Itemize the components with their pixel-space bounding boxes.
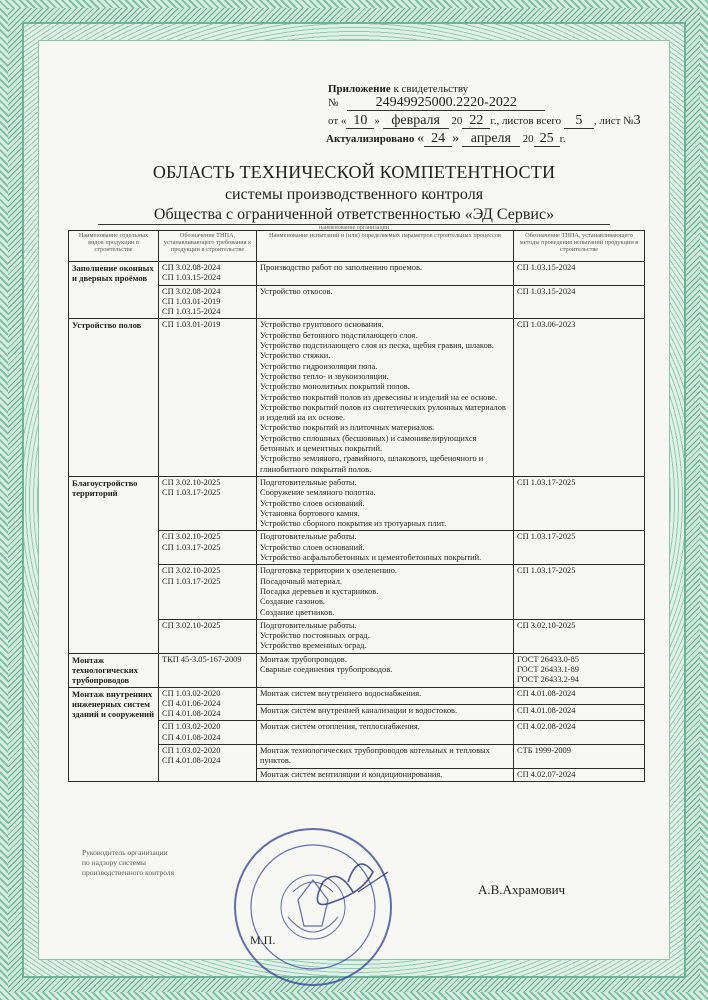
methods-cell: СП 4.01.08-2024 xyxy=(514,687,645,704)
section-cell: Заполнение оконных и дверных проёмов xyxy=(69,262,159,319)
methods-cell: СП 1.03.17-2025 xyxy=(514,476,645,530)
table-row xyxy=(69,687,645,704)
sheet-number: 3 xyxy=(633,113,641,128)
tests-cell: Устройство откосов. xyxy=(257,285,514,319)
tests-cell: Устройство грунтового основания. Устройство бетонного подстилающего слоя. Устройство подстилающего слоя из песка, щебня гравия, шлаков. Устройство стяжки. Устройство гидроизоляции пола. Устройство тепло- и звукоизоляции. Устройство монолитных покрытий полов. Устройство покрытий полов из древесины и изделий на ее основе. Устройство покрытий полов из синтетических рулонных материалов и изделий на их основе. Устройство покрытий из плиточных материалов. Устройство сплошных (бесшовных) и самонивелирующихся бетонных и цементных покрытий. Устройство земляного, гравийного, шлакового, щебеночного и глинобитного покрытий полов. xyxy=(257,319,514,476)
methods-cell: СП 1.03.15-2024 xyxy=(514,285,645,319)
tests-cell: Подготовительные работы. Сооружение земляного полотна. Устройство слоев оснований. Установка бортового камня. Устройство сборного покрытия из тротуарных плит. xyxy=(257,476,514,530)
tests-cell: Монтаж систем отопления, теплоснабжения. xyxy=(257,721,514,745)
updated-year-prefix: 20 xyxy=(522,133,534,145)
tests-cell: Монтаж систем внутреннего водоснабжения. xyxy=(257,687,514,704)
tnpa-cell: СП 3.02.08-2024 СП 1.03.01-2019 СП 1.03.15-2024 xyxy=(159,285,257,319)
methods-cell: СП 4.02.07-2024 xyxy=(514,768,645,781)
updated-date-line xyxy=(326,132,566,147)
methods-cell: СТБ 1999-2009 xyxy=(514,745,645,769)
issue-month: февраля xyxy=(383,114,449,129)
scope-table xyxy=(68,230,645,782)
table-row xyxy=(69,319,645,476)
section-cell: Благоустройство территорий xyxy=(69,476,159,653)
methods-cell: СП 1.03.15-2024 xyxy=(514,262,645,286)
column-header: Наименование отдельных видов продукции в строительстве xyxy=(69,231,159,262)
head-note-text: Руководитель организации по надзору системы производственного контроля xyxy=(82,848,175,877)
title-underline xyxy=(98,224,610,225)
tnpa-cell: СП 1.03.02-2020 СП 4.01.08-2024 xyxy=(159,721,257,745)
tests-cell: Монтаж систем внутренней канализации и водостоков. xyxy=(257,704,514,721)
head-note xyxy=(82,848,174,878)
tnpa-cell: СП 3.02.10-2025 СП 1.03.17-2025 xyxy=(159,476,257,530)
methods-cell: ГОСТ 26433.0-85 ГОСТ 26433.1-89 ГОСТ 26433.2-94 xyxy=(514,653,645,687)
organization-name: Общества с ограниченной ответственностью «ЭД Сервис» xyxy=(153,206,555,223)
tnpa-cell: СП 1.03.02-2020 СП 4.01.06-2024 СП 4.01.08-2024 xyxy=(159,687,257,721)
tests-cell: Производство работ по заполнению проемов. xyxy=(257,262,514,286)
certificate-number: 24949925000.2220-2022 xyxy=(347,96,545,111)
methods-cell: СП 4.01.08-2024 xyxy=(514,704,645,721)
issue-day: 10 xyxy=(346,114,374,129)
tests-cell: Подготовительные работы. Устройство слоев оснований. Устройство асфальтобетонных и цементобетонных покрытий. xyxy=(257,531,514,565)
tnpa-cell: СП 3.02.10-2025 xyxy=(159,619,257,653)
updated-g: г. xyxy=(559,133,566,145)
section-cell: Монтаж внутренних инженерных систем зданий и сооружений xyxy=(69,687,159,781)
table-row xyxy=(69,653,645,687)
updated-year: 25 xyxy=(534,132,560,147)
updated-close-quote: » xyxy=(452,131,460,146)
tests-cell: Монтаж систем вентиляции и кондиционирования. xyxy=(257,768,514,781)
number-prefix: № xyxy=(328,97,339,109)
methods-cell: СП 1.03.17-2025 xyxy=(514,531,645,565)
methods-cell: СП 1.03.17-2025 xyxy=(514,565,645,619)
tnpa-cell: СП 1.03.01-2019 xyxy=(159,319,257,476)
methods-cell: СП 4.02.08-2024 xyxy=(514,721,645,745)
table-header-row xyxy=(69,231,645,262)
column-header: Наименование испытаний и (или) определяемых параметров строительных процессов xyxy=(257,231,514,262)
document-subtitle: системы производственного контроля xyxy=(224,186,484,203)
sheets-total: 5 xyxy=(564,114,594,129)
table-row xyxy=(69,262,645,286)
table-row xyxy=(69,476,645,530)
issue-date-line xyxy=(328,114,641,129)
column-header: Обозначение ТНПА, устанавливающего методы проведения испытаний продукции в строительстве xyxy=(514,231,645,262)
certificate-number-line xyxy=(328,96,545,111)
tnpa-cell: СП 3.02.10-2025 СП 1.03.17-2025 xyxy=(159,565,257,619)
tests-cell: Монтаж технологических трубопроводов котельных и тепловых пунктов. xyxy=(257,745,514,769)
methods-cell: СП 1.03.06-2023 xyxy=(514,319,645,476)
seal-place-label: М.П. xyxy=(250,933,276,947)
appendix-label: Приложение xyxy=(328,83,391,95)
methods-cell: СП 3.02.10-2025 xyxy=(514,619,645,653)
column-header: Обозначение ТНПА, устанавливающего требования к продукции в строительстве xyxy=(159,231,257,262)
section-cell: Монтаж технологических трубопроводов xyxy=(69,653,159,687)
issue-year-prefix: 20 xyxy=(451,115,463,127)
document-paper xyxy=(38,40,670,960)
tests-cell: Подготовка территории к озеленению. Посадочный материал. Посадка деревьев и кустарников. Создание газонов. Создание цветников. xyxy=(257,565,514,619)
updated-month: апреля xyxy=(462,132,520,147)
tests-cell: Подготовительные работы. Устройство постоянных оград. Устройство временных оград. xyxy=(257,619,514,653)
section-cell: Устройство полов xyxy=(69,319,159,476)
tnpa-cell: ТКП 45-3.05-167-2009 xyxy=(159,653,257,687)
updated-label: Актуализировано xyxy=(326,133,415,145)
updated-open-quote: « xyxy=(417,131,425,146)
tnpa-cell: СП 3.02.08-2024 СП 1.03.15-2024 xyxy=(159,262,257,286)
tests-cell: Монтаж трубопроводов. Сварные соединения трубопроводов. xyxy=(257,653,514,687)
tnpa-cell: СП 3.02.10-2025 СП 1.03.17-2025 xyxy=(159,531,257,565)
sheets-text: г., листов всего xyxy=(490,115,562,127)
document-title: ОБЛАСТЬ ТЕХНИЧЕСКОЙ КОМПЕТЕНТНОСТИ xyxy=(152,162,556,182)
updated-day: 24 xyxy=(424,132,452,147)
signatory-name: А.В.Ахрамович xyxy=(478,882,566,897)
sheet-label: , лист № xyxy=(593,115,634,127)
date-close-quote: » xyxy=(374,115,380,127)
organization-caption: наименование организации xyxy=(319,225,389,231)
date-from: от « xyxy=(328,115,347,127)
issue-year: 22 xyxy=(462,114,490,129)
appendix-line xyxy=(328,82,468,96)
appendix-rest: к свидетельству xyxy=(393,83,469,95)
official-seal xyxy=(218,822,408,992)
tnpa-cell: СП 1.03.02-2020 СП 4.01.08-2024 xyxy=(159,745,257,782)
